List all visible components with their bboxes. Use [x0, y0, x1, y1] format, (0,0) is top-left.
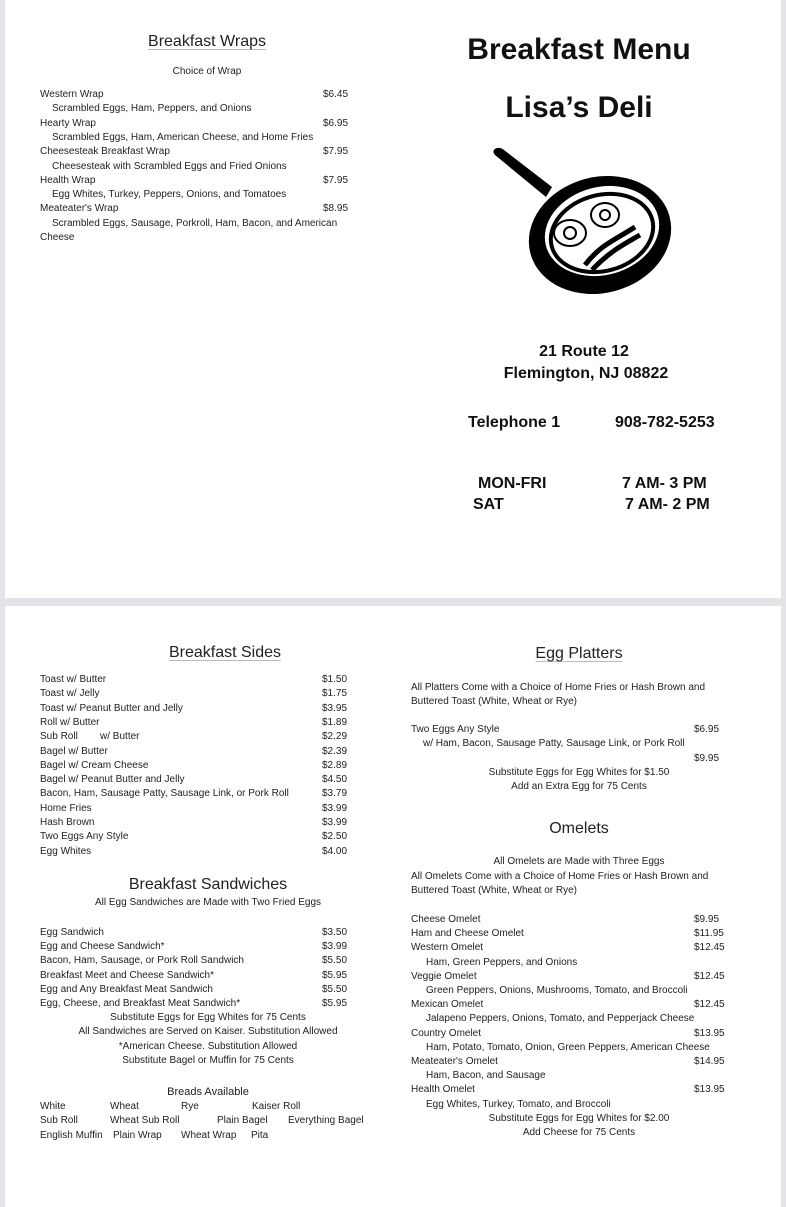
item-name: Western Wrap — [40, 89, 104, 100]
item-name: Cheese Omelet — [411, 914, 481, 925]
sandwiches-subtitle: All Egg Sandwiches are Made with Two Fried Eggs — [94, 897, 322, 908]
item-name: Bacon, Ham, Sausage, or Pork Roll Sandwich — [40, 955, 244, 967]
item-description: Ham, Green Peppers, and Onions — [426, 956, 578, 968]
item-description: Ham, Bacon, and Sausage — [426, 1070, 546, 1082]
item-name: Toast w/ Peanut Butter and Jelly — [40, 702, 183, 714]
item-price: $2.50 — [322, 831, 348, 843]
item-price: $5.95 — [322, 998, 348, 1009]
item-price: $8.95 — [323, 203, 349, 215]
item-price: $13.95 — [694, 1084, 725, 1096]
item-price: $3.50 — [322, 927, 348, 938]
egg-platters-title: Egg Platters — [535, 645, 623, 662]
menu-page-top — [5, 0, 781, 598]
item-name: Sub Roll w/ Butter — [40, 731, 140, 743]
item-price: $12.45 — [694, 942, 725, 954]
omelets-title: Omelets — [549, 820, 609, 837]
menu-page-bottom — [5, 606, 781, 1207]
restaurant-name: Lisa’s Deli — [505, 91, 653, 124]
bread-option: Wheat — [110, 1101, 139, 1112]
note-text: Add an Extra Egg for 75 Cents — [511, 781, 647, 793]
item-price: $1.75 — [322, 688, 348, 700]
item-name: Cheese — [40, 232, 75, 243]
item-price: $6.95 — [694, 724, 720, 735]
item-name: Hearty Wrap — [40, 117, 96, 129]
item-price: $1.50 — [322, 674, 348, 685]
breakfast-wraps-title: Breakfast Wraps — [148, 33, 266, 50]
item-name: Mexican Omelet — [411, 999, 484, 1011]
item-name: Meateater's Wrap — [40, 203, 119, 215]
address-line2: Flemington, NJ 08822 — [503, 365, 669, 382]
item-name: Breakfast Meet and Cheese Sandwich* — [40, 969, 214, 981]
item-name: Bagel w/ Butter — [40, 745, 108, 757]
item-price: $9.95 — [694, 914, 720, 925]
item-description: Scrambled Eggs, Ham, American Cheese, and Home Fries — [52, 131, 314, 143]
item-price: $5.95 — [322, 969, 348, 981]
item-name: Veggie Omelet — [411, 970, 477, 982]
item-name: Cheesesteak Breakfast Wrap — [40, 146, 170, 158]
address-line1: 21 Route 12 — [539, 343, 629, 360]
item-price: $2.89 — [322, 759, 348, 771]
item-price: $6.95 — [323, 117, 349, 129]
item-name: Hash Brown — [40, 817, 95, 828]
item-price: $3.99 — [322, 817, 348, 828]
wraps-subtitle: Choice of Wrap — [172, 66, 242, 77]
item-price: $3.99 — [322, 802, 348, 814]
item-description: Egg Whites, Turkey, Tomato, and Broccoli — [426, 1098, 611, 1110]
note-text: Substitute Eggs for Egg Whites for 75 Cents — [110, 1012, 306, 1024]
item-name: Two Eggs Any Style — [40, 831, 129, 843]
bread-option: Plain Bagel — [217, 1115, 268, 1127]
bread-option: Wheat Sub Roll — [110, 1115, 180, 1127]
note-text: Substitute Eggs for Egg Whites for $1.50 — [488, 766, 670, 778]
item-name: Egg Sandwich — [40, 927, 104, 938]
item-name: Roll w/ Butter — [40, 716, 100, 728]
item-price: $12.45 — [694, 999, 725, 1011]
breakfast-sides-title: Breakfast Sides — [168, 644, 282, 661]
hours-days: MON-FRI — [478, 475, 547, 492]
item-name: Toast w/ Butter — [40, 674, 107, 685]
item-name: Western Omelet — [411, 942, 484, 954]
bread-option: Wheat Wrap — [181, 1129, 237, 1141]
breakfast-sandwiches-title: Breakfast Sandwiches — [128, 876, 288, 893]
note-text: Substitute Bagel or Muffin for 75 Cents — [122, 1054, 294, 1066]
item-price: $2.29 — [322, 731, 348, 743]
item-price: $5.50 — [322, 955, 348, 967]
phone-label: Telephone 1 — [468, 414, 561, 431]
note-text: Substitute Eggs for Egg Whites for $2.00 — [488, 1112, 670, 1124]
item-name: Egg Whites — [40, 845, 92, 857]
item-name: Egg, Cheese, and Breakfast Meat Sandwich* — [40, 998, 241, 1009]
item-name: Meateater's Omelet — [411, 1056, 498, 1067]
item-price: $11.95 — [694, 928, 724, 940]
bread-option: White — [40, 1101, 66, 1112]
item-price: $7.95 — [323, 146, 349, 158]
item-price: $3.95 — [322, 702, 348, 714]
item-description: Scrambled Eggs, Ham, Peppers, and Onions — [52, 103, 252, 115]
bread-option: Plain Wrap — [113, 1129, 162, 1141]
item-name: Ham and Cheese Omelet — [411, 928, 524, 940]
item-price: $6.45 — [323, 89, 349, 100]
item-description: Egg Whites, Turkey, Peppers, Onions, and Tomatoes — [52, 189, 287, 201]
note-text: All Sandwiches are Served on Kaiser. Substitution Allowed — [78, 1026, 338, 1038]
breads-title: Breads Available — [167, 1086, 249, 1098]
item-description: Ham, Potato, Tomato, Onion, Green Peppers, American Cheese — [426, 1041, 710, 1053]
bread-option: Kaiser Roll — [252, 1101, 301, 1112]
item-price: $14.95 — [694, 1056, 725, 1067]
item-price: $7.95 — [323, 174, 349, 186]
item-name: All Platters Come with a Choice of Home Fries or Hash Brown and — [411, 682, 706, 693]
item-price: $13.95 — [694, 1027, 725, 1039]
bread-option: Everything Bagel — [288, 1115, 364, 1127]
item-description: Scrambled Eggs, Sausage, Porkroll, Ham, Bacon, and American — [52, 217, 338, 229]
item-price: $5.50 — [322, 983, 348, 995]
hours-time: 7 AM- 2 PM — [625, 496, 710, 513]
note-text: All Omelets are Made with Three Eggs — [493, 856, 665, 867]
item-name: Egg and Any Breakfast Meat Sandwich — [40, 983, 213, 995]
item-price: $12.45 — [694, 970, 725, 982]
menu-title: Breakfast Menu — [467, 33, 691, 66]
frying-pan-eggs-bacon-icon — [490, 145, 675, 305]
item-price: $3.79 — [322, 788, 348, 800]
item-name: Egg and Cheese Sandwich* — [40, 941, 165, 953]
bread-option: English Muffin — [40, 1129, 103, 1141]
item-description: Green Peppers, Onions, Mushrooms, Tomato, and Broccoli — [426, 985, 688, 996]
item-name: Buttered Toast (White, Wheat or Rye) — [411, 696, 577, 707]
bread-option: Pita — [251, 1129, 269, 1141]
item-name: Buttered Toast (White, Wheat or Rye) — [411, 885, 577, 896]
bread-option: Sub Roll — [40, 1115, 78, 1127]
item-name: All Omelets Come with a Choice of Home Fries or Hash Brown and — [411, 870, 709, 882]
bread-option: Rye — [181, 1101, 199, 1112]
item-name: Bagel w/ Cream Cheese — [40, 759, 149, 771]
item-price: $4.50 — [322, 774, 348, 786]
hours-time: 7 AM- 3 PM — [622, 475, 707, 492]
item-name: Bacon, Ham, Sausage Patty, Sausage Link, or Pork Roll — [40, 788, 289, 800]
note-text: Add Cheese for 75 Cents — [522, 1127, 636, 1138]
item-name: Two Eggs Any Style — [411, 724, 500, 735]
hours-days: SAT — [473, 496, 504, 513]
phone-number: 908-782-5253 — [615, 414, 715, 431]
item-name: Home Fries — [40, 802, 92, 814]
item-name: Toast w/ Jelly — [40, 688, 100, 700]
item-price: $9.95 — [694, 752, 720, 764]
item-description: Cheesesteak with Scrambled Eggs and Fried Onions — [52, 160, 287, 172]
item-price: $4.00 — [322, 845, 348, 857]
item-price: $3.99 — [322, 941, 348, 953]
note-text: *American Cheese. Substitution Allowed — [118, 1040, 298, 1052]
item-description: Jalapeno Peppers, Onions, Tomato, and Pepperjack Cheese — [426, 1013, 695, 1025]
item-name: Country Omelet — [411, 1027, 482, 1039]
item-price: $2.39 — [322, 745, 348, 757]
item-name: Health Omelet — [411, 1084, 475, 1096]
item-price: $1.89 — [322, 716, 348, 728]
item-name: Bagel w/ Peanut Butter and Jelly — [40, 774, 185, 786]
item-description: w/ Ham, Bacon, Sausage Patty, Sausage Link, or Pork Roll — [423, 738, 685, 750]
item-name: Health Wrap — [40, 174, 96, 186]
